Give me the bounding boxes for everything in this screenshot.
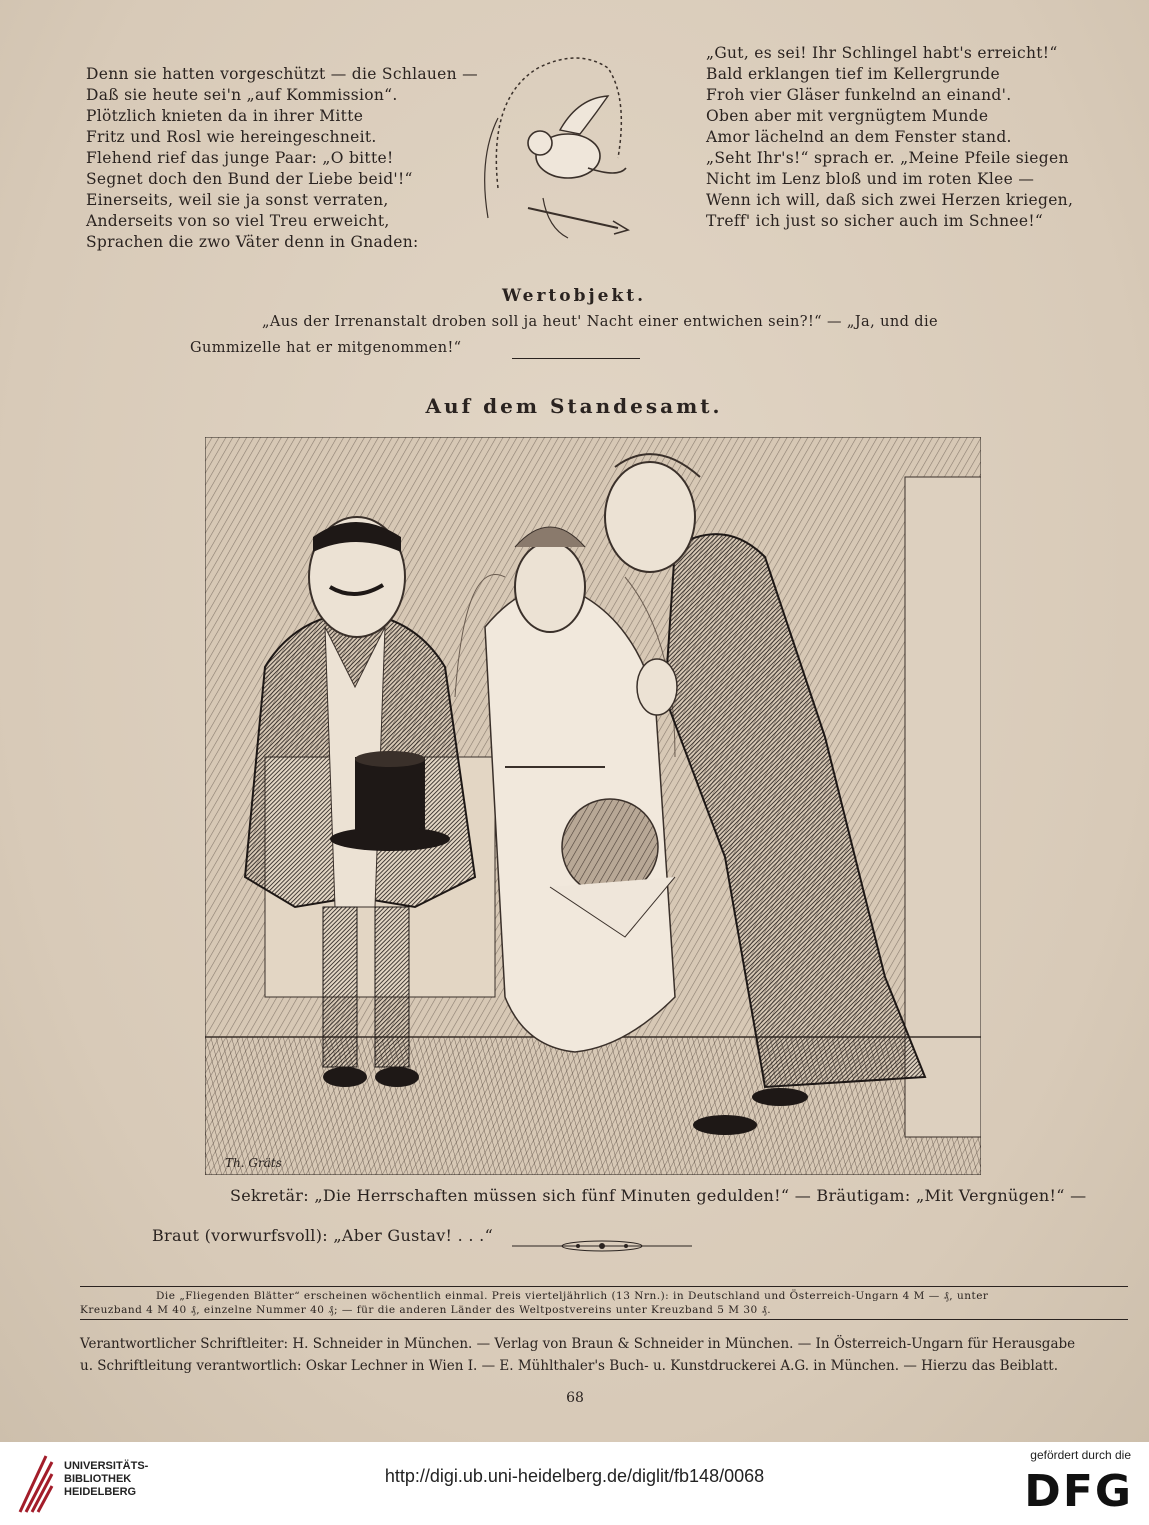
illustration-caption: Braut (vorwurfsvoll): „Aber Gustav! . . .“ xyxy=(152,1226,494,1245)
poem-line: Plötzlich knieten da in ihrer Mitte xyxy=(86,107,364,125)
illustration-caption: Sekretär: „Die Herrschaften müssen sich fünf Minuten gedulden!“ — Bräutigam: „Mit Vergnügen!“ — xyxy=(230,1186,1087,1205)
ornamental-divider xyxy=(512,1239,692,1253)
wedding-illustration xyxy=(205,437,981,1175)
poem-line: Nicht im Lenz bloß und im roten Klee — xyxy=(706,170,1035,188)
poem-line: Segnet doch den Bund der Liebe beid'!“ xyxy=(86,170,413,188)
cupid-vignette xyxy=(468,38,678,250)
poem-line: Wenn ich will, daß sich zwei Herzen kriegen, xyxy=(706,191,1074,209)
funding-label: gefördert durch die xyxy=(1030,1448,1131,1462)
poem-line: Flehend rief das junge Paar: „O bitte! xyxy=(86,149,394,167)
artist-signature: Th. Gräts xyxy=(225,1156,282,1170)
section-heading-standesamt: Auf dem Standesamt. xyxy=(425,394,723,418)
poem-line: Oben aber mit vergnügtem Munde xyxy=(706,107,989,125)
poem-line: Amor lächelnd an dem Fenster stand. xyxy=(706,128,1012,146)
page-number: 68 xyxy=(566,1390,584,1406)
university-name-line: BIBLIOTHEK xyxy=(64,1473,132,1485)
poem-right-column xyxy=(706,43,1073,232)
poem-line: „Gut, es sei! Ihr Schlingel habt's erreicht!“ xyxy=(706,44,1058,62)
poem-line: Bald erklangen tief im Kellergrunde xyxy=(706,65,1000,83)
poem-line: Daß sie heute sei'n „auf Kommission“. xyxy=(86,86,398,104)
poem-line: „Seht Ihr's!“ sprach er. „Meine Pfeile siegen xyxy=(706,149,1069,167)
permalink-url[interactable]: http://digi.ub.uni-heidelberg.de/diglit/fb148/0068 xyxy=(384,1466,765,1486)
subscription-notice: Kreuzband 4 M 40 ₰, einzelne Nummer 40 ₰; — für die anderen Länder des Weltpostvereins unter Kreuzband 5 M 30 ₰. xyxy=(80,1304,772,1316)
poem-line: Einerseits, weil sie ja sonst verraten, xyxy=(86,191,389,209)
joke-line: Gummizelle hat er mitgenommen!“ xyxy=(190,340,462,356)
poem-line: Sprachen die zwo Väter denn in Gnaden: xyxy=(86,233,419,251)
poem-line: Anderseits von so viel Treu erweicht, xyxy=(86,212,390,230)
joke-line: „Aus der Irrenanstalt droben soll ja heut' Nacht einer entwichen sein?!“ — „Ja, und die xyxy=(262,314,938,330)
poem-line: Denn sie hatten vorgeschützt — die Schlauen — xyxy=(86,65,478,83)
dfg-logo: DFG xyxy=(1024,1466,1133,1517)
poem-line: Fritz und Rosl wie hereingeschneit. xyxy=(86,128,377,146)
subscription-notice: Die „Fliegenden Blätter“ erscheinen wöchentlich einmal. Preis vierteljährlich (13 Nrn.): in Deutschland und Österreich-Ungarn 4 M — ₰, unter xyxy=(156,1290,989,1302)
section-divider xyxy=(512,358,640,359)
university-name-line: HEIDELBERG xyxy=(64,1486,137,1498)
poem-line: Treff' ich just so sicher auch im Schnee!“ xyxy=(706,212,1044,230)
poem-line: Froh vier Gläser funkelnd an einand'. xyxy=(706,86,1012,104)
library-footer-bar xyxy=(0,1442,1149,1525)
imprint-line: Verantwortlicher Schriftleiter: H. Schneider in München. — Verlag von Braun & Schneider in München. — In Österreich-Ungarn für Herausgabe xyxy=(80,1336,1076,1352)
university-name-line: UNIVERSITÄTS- xyxy=(64,1460,149,1472)
imprint-line: u. Schriftleitung verantwortlich: Oskar Lechner in Wien I. — E. Mühlthaler's Buch- u. Kunstdruckerei A.G. in München. — Hierzu das Beiblatt. xyxy=(80,1358,1059,1374)
section-heading-wertobjekt: Wertobjekt. xyxy=(501,286,647,306)
poem-left-column xyxy=(86,64,478,253)
